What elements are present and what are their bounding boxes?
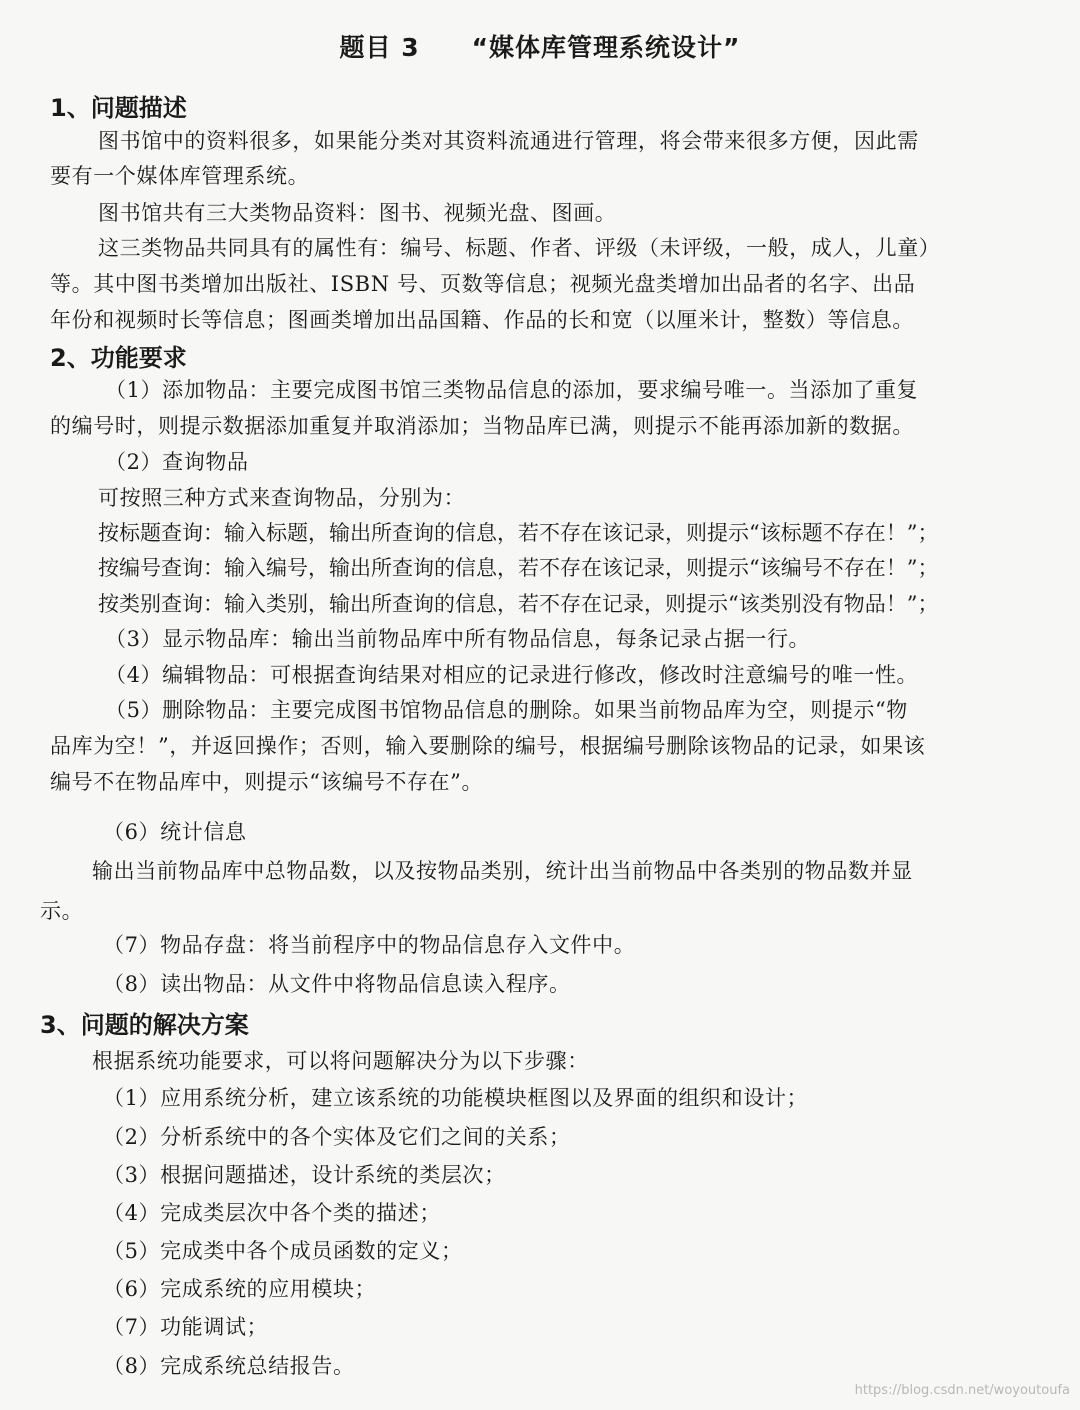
paragraph-line: 按编号查询：输入编号，输出所查询的信息，若不存在该记录，则提示“该编号不存在！”；	[98, 556, 939, 580]
paragraph-line: 这三类物品共同具有的属性有：编号、标题、作者、评级（未评级，一般，成人，儿童）	[98, 236, 941, 260]
paragraph-line: （4）完成类层次中各个类的描述；	[103, 1201, 441, 1225]
paragraph-line: 根据系统功能要求，可以将问题解决分为以下步骤：	[92, 1049, 589, 1073]
paragraph-line: （6）统计信息	[103, 820, 247, 844]
paragraph-line: （4）编辑物品：可根据查询结果对相应的记录进行修改，修改时注意编号的唯一性。	[105, 663, 919, 687]
section3-heading: 3、问题的解决方案	[40, 1011, 249, 1039]
paragraph-line: （1）添加物品：主要完成图书馆三类物品信息的添加，要求编号唯一。当添加了重复	[105, 378, 919, 402]
paragraph-line: 图书馆中的资料很多，如果能分类对其资料流通进行管理，将会带来很多方便，因此需	[98, 129, 919, 153]
paragraph-line: 等。其中图书类增加出版社、ISBN 号、页数等信息；视频光盘类增加出品者的名字、出品	[50, 272, 916, 296]
paragraph-line: 的编号时，则提示数据添加重复并取消添加；当物品库已满，则提示不能再添加新的数据。	[50, 414, 914, 438]
title-number: 题目 3	[339, 33, 420, 62]
paragraph-line: 年份和视频时长等信息；图画类增加出品国籍、作品的长和宽（以厘米计，整数）等信息。	[50, 308, 914, 332]
paragraph-line: （2）分析系统中的各个实体及它们之间的关系；	[103, 1125, 571, 1149]
paragraph-line: （8）读出物品：从文件中将物品信息读入程序。	[103, 972, 571, 996]
paragraph-line: 编号不在物品库中，则提示“该编号不存在”。	[50, 770, 484, 794]
paragraph-line: 要有一个媒体库管理系统。	[50, 164, 310, 188]
paragraph-line: 可按照三种方式来查询物品，分别为：	[98, 486, 466, 510]
paragraph-line: （7）功能调试；	[103, 1315, 269, 1339]
paragraph-line: （5）完成类中各个成员函数的定义；	[103, 1239, 463, 1263]
section1-heading: 1、问题描述	[50, 94, 187, 122]
paragraph-line: 按类别查询：输入类别，输出所查询的信息，若不存在记录，则提示“该类别没有物品！”；	[98, 592, 939, 616]
paragraph-line: （6）完成系统的应用模块；	[103, 1277, 377, 1301]
paragraph-line: 品库为空！”，并返回操作；否则，输入要删除的编号，根据编号删除该物品的记录，如果该	[50, 734, 926, 758]
document-title	[0, 28, 1080, 64]
paragraph-line: （8）完成系统总结报告。	[103, 1354, 355, 1378]
section2-heading: 2、功能要求	[50, 344, 187, 372]
title-text: “媒体库管理系统设计”	[471, 33, 741, 62]
paragraph-line: 输出当前物品库中总物品数，以及按物品类别，统计出当前物品中各类别的物品数并显	[92, 859, 913, 883]
paragraph-line: （7）物品存盘：将当前程序中的物品信息存入文件中。	[103, 933, 636, 957]
paragraph-line: （5）删除物品：主要完成图书馆物品信息的删除。如果当前物品库为空，则提示“物	[105, 698, 908, 722]
paragraph-line: （3）显示物品库：输出当前物品库中所有物品信息，每条记录占据一行。	[105, 627, 811, 651]
paragraph-line: （3）根据问题描述，设计系统的类层次；	[103, 1163, 506, 1187]
paragraph-line: （2）查询物品	[105, 450, 249, 474]
paragraph-line: （1）应用系统分析，建立该系统的功能模块框图以及界面的组织和设计；	[103, 1086, 809, 1110]
paragraph-line: 图书馆共有三大类物品资料：图书、视频光盘、图画。	[98, 201, 617, 225]
paragraph-line: 按标题查询：输入标题，输出所查询的信息，若不存在该记录，则提示“该标题不存在！”；	[98, 521, 939, 545]
watermark-url: https://blog.csdn.net/woyoutoufa	[854, 1383, 1070, 1398]
paragraph-line: 示。	[40, 899, 84, 923]
